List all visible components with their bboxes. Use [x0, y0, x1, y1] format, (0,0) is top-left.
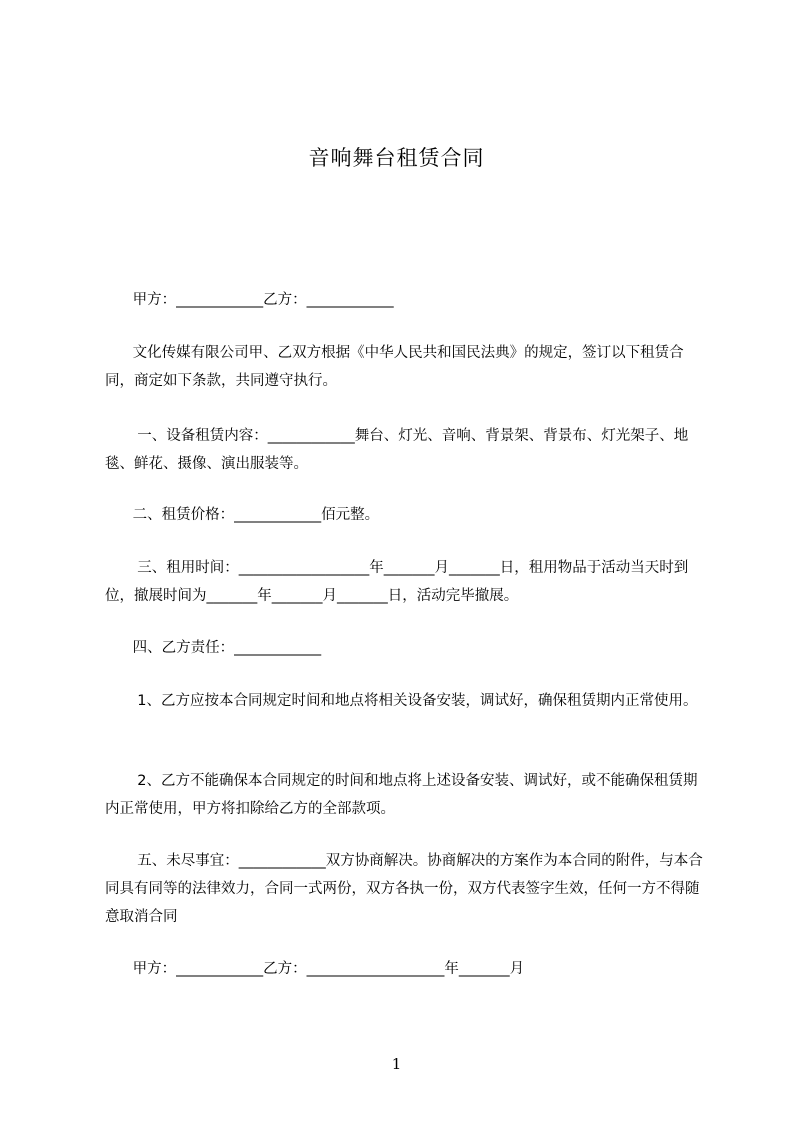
responsibility-item-1: 1、乙方应按本合同规定时间和地点将相关设备安装，调试好，确保租赁期内正常使用。 [105, 693, 698, 709]
clause-other-matters: 五、未尽事宜：____________双方协商解决。协商解决的方案作为本合同的附件，与本合同具有同等的法律效力，合同一式两份，双方各执一份，双方代表签字生效，任何一方不得随意取消合同 [105, 853, 703, 925]
clause-time: 三、租用时间：__________________年_______月_______日，租用物品于活动当天时到位，撤展时间为_______年_______月_______日，活动完毕撤展。 [105, 560, 689, 604]
clause-equipment: 一、设备租赁内容：____________舞台、灯光、音响、背景架、背景布、灯光架子、地毯、鲜花、摄像、演出服装等。 [105, 428, 689, 472]
signature-line: 甲方：____________乙方：___________________年_______月 [105, 961, 525, 977]
page-number: 1 [391, 1055, 402, 1073]
clause-responsibility: 四、乙方责任：____________ [105, 640, 322, 656]
preamble-paragraph: 文化传媒有限公司甲、乙双方根据《中华人民共和国民法典》的规定，签订以下租赁合同，商定如下条款，共同遵守执行。 [105, 345, 684, 389]
clause-price: 二、租赁价格：____________佰元整。 [105, 507, 380, 523]
responsibility-item-2: 2、乙方不能确保本合同规定的时间和地点将上述设备安装、调试好，或不能确保租赁期内正常使用，甲方将扣除给乙方的全部款项。 [105, 773, 698, 817]
party-line: 甲方：____________乙方：____________ [105, 292, 394, 308]
document-title: 音响舞台租赁合同 [308, 146, 485, 170]
